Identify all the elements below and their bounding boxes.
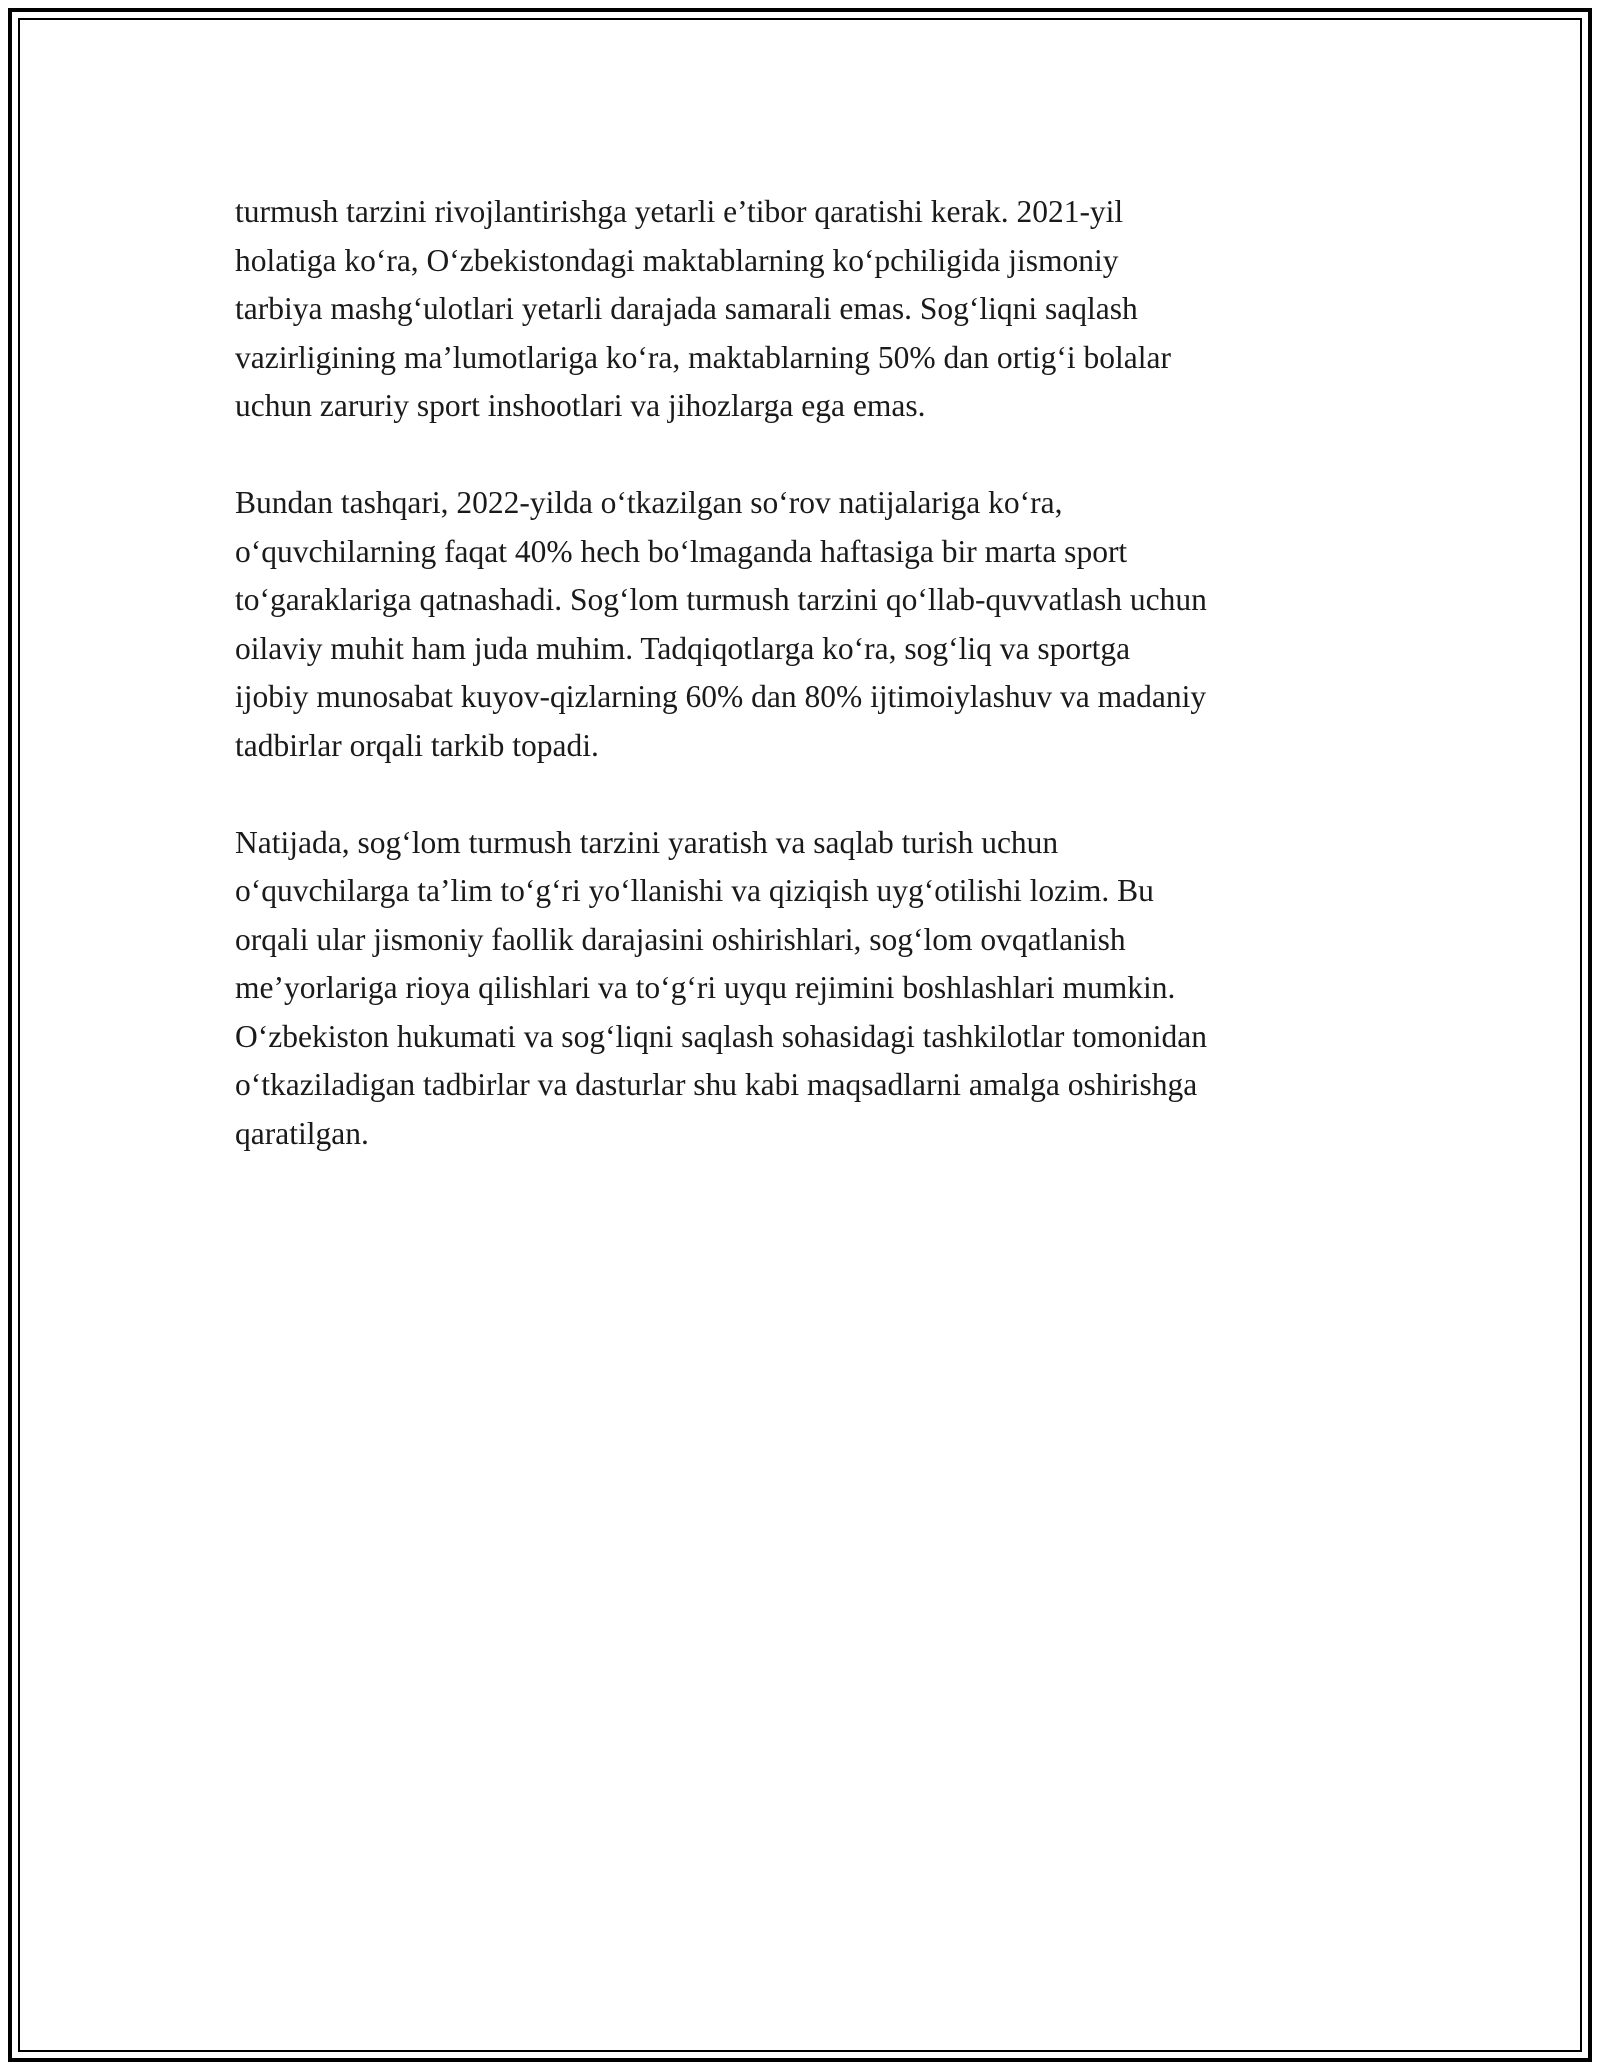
text-line: holatiga ko‘ra, O‘zbekistondagi maktablarning ko‘pchiligida jismoniy [235, 242, 1119, 278]
text-line: o‘quvchilarning faqat 40% hech bo‘lmaganda haftasiga bir marta sport [235, 533, 1128, 569]
text-line: o‘quvchilarga ta’lim to‘g‘ri yo‘llanishi va qiziqish uyg‘otilishi lozim. Bu [235, 873, 1154, 908]
text-line: O‘zbekiston hukumati va sog‘liqni saqlash sohasidagi tashkilotlar tomonidan [235, 1018, 1207, 1054]
text-line: o‘tkaziladigan tadbirlar va dasturlar shu kabi maqsadlarni amalga oshirishga [235, 1067, 1198, 1102]
text-line: turmush tarzini rivojlantirishga yetarli e’tibor qaratishi kerak. 2021-yil [235, 194, 1124, 229]
paragraph-1 [235, 188, 1375, 431]
text-line: qaratilgan. [235, 1115, 369, 1151]
text-line: ijobiy munosabat kuyov-qizlarning 60% dan 80% ijtimoiylashuv va madaniy [235, 679, 1207, 714]
text-line: to‘garaklariga qatnashadi. Sog‘lom turmush tarzini qo‘llab-quvvatlash uchun [235, 582, 1207, 617]
text-line: me’yorlariga rioya qilishlari va to‘g‘ri uyqu rejimini boshlashlari mumkin. [235, 970, 1176, 1005]
paragraph-2 [235, 479, 1375, 770]
text-line: orqali ular jismoniy faollik darajasini oshirishlari, sog‘lom ovqatlanish [235, 921, 1126, 957]
text-line: Natijada, sog‘lom turmush tarzini yaratish va saqlab turish uchun [235, 824, 1059, 860]
text-line: Bundan tashqari, 2022-yilda o‘tkazilgan so‘rov natijalariga ko‘ra, [235, 485, 1063, 520]
paragraph-3 [235, 819, 1375, 1159]
text-line: tadbirlar orqali tarkib topadi. [235, 727, 599, 763]
text-line: oilaviy muhit ham juda muhim. Tadqiqotlarga ko‘ra, sog‘liq va sportga [235, 630, 1131, 666]
text-line: vazirligining ma’lumotlariga ko‘ra, maktablarning 50% dan ortig‘i bolalar [235, 339, 1171, 375]
document-body [235, 188, 1375, 1207]
text-line: uchun zaruriy sport inshootlari va jihozlarga ega emas. [235, 388, 926, 423]
text-line: tarbiya mashg‘ulotlari yetarli darajada samarali emas. Sog‘liqni saqlash [235, 291, 1138, 326]
